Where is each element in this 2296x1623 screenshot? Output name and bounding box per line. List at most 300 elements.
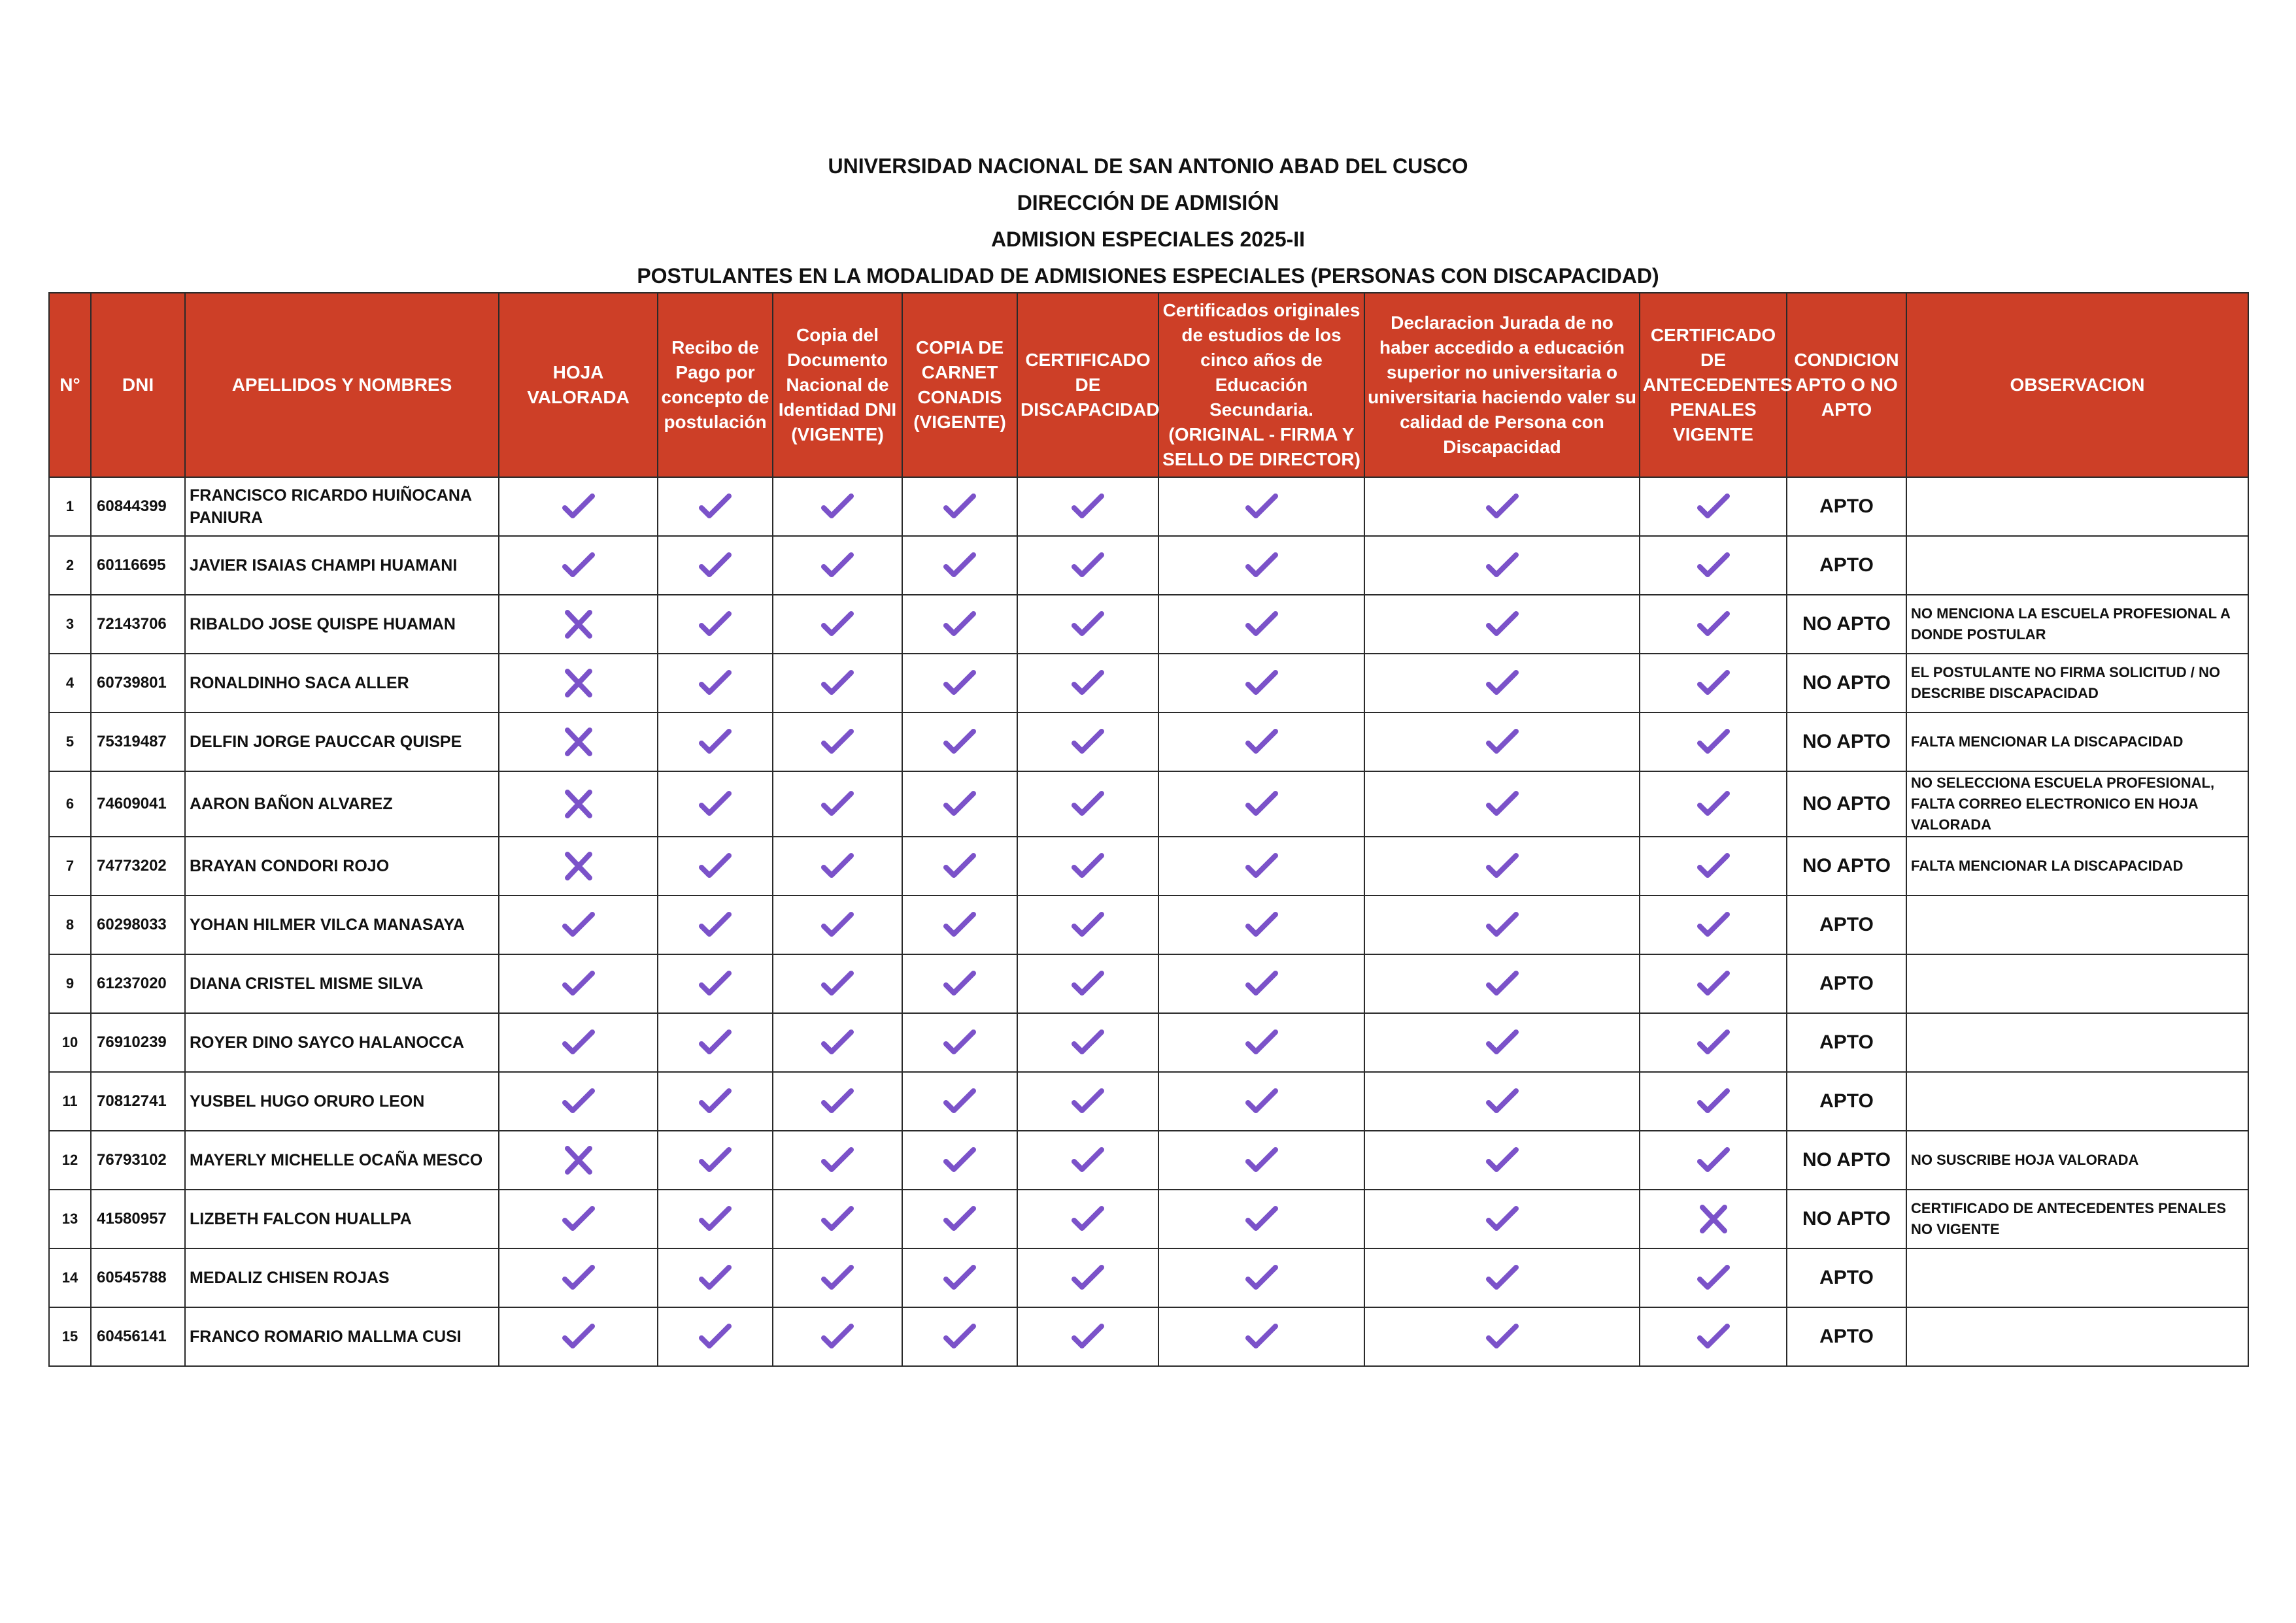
row-requirement-cell: [1640, 712, 1787, 771]
row-condition: APTO: [1787, 477, 1906, 536]
row-requirement-cell: [1017, 654, 1158, 712]
row-requirement-cell: [658, 954, 773, 1013]
row-observation: [1906, 954, 2248, 1013]
row-dni: 60116695: [91, 536, 185, 595]
check-icon: [562, 551, 595, 580]
row-requirement-cell: [902, 954, 1017, 1013]
row-observation: [1906, 1307, 2248, 1366]
row-condition: APTO: [1787, 1307, 1906, 1366]
row-dni: 60739801: [91, 654, 185, 712]
row-name: MAYERLY MICHELLE OCAÑA MESCO: [185, 1131, 499, 1190]
row-number: 12: [49, 1131, 91, 1190]
table-row: [49, 1190, 2248, 1248]
check-icon: [1486, 1322, 1519, 1351]
check-icon: [1245, 610, 1278, 639]
row-dni: 75319487: [91, 712, 185, 771]
row-dni: 72143706: [91, 595, 185, 654]
row-condition: APTO: [1787, 1072, 1906, 1131]
row-condition: APTO: [1787, 1248, 1906, 1307]
check-icon: [699, 551, 732, 580]
check-icon: [1072, 669, 1104, 697]
col-header-carnet-conadis: COPIA DE CARNET CONADIS (VIGENTE): [902, 293, 1017, 477]
row-number: 2: [49, 536, 91, 595]
check-icon: [1245, 1146, 1278, 1175]
row-requirement-cell: [902, 771, 1017, 837]
row-requirement-cell: [1364, 895, 1640, 954]
table-title: POSTULANTES EN LA MODALIDAD DE ADMISIONES ESPECIALES (PERSONAS CON DISCAPACIDAD): [637, 264, 1659, 288]
row-name: RIBALDO JOSE QUISPE HUAMAN: [185, 595, 499, 654]
row-observation: FALTA MENCIONAR LA DISCAPACIDAD: [1906, 712, 2248, 771]
check-icon: [1697, 969, 1730, 998]
cross-icon: [562, 669, 595, 697]
col-header-number: N°: [49, 293, 91, 477]
row-requirement-cell: [1640, 1072, 1787, 1131]
check-icon: [821, 610, 854, 639]
cross-icon: [562, 852, 595, 880]
check-icon: [821, 669, 854, 697]
row-name: ROYER DINO SAYCO HALANOCCA: [185, 1013, 499, 1072]
row-requirement-cell: [1640, 536, 1787, 595]
row-requirement-cell: [1640, 595, 1787, 654]
process-title: ADMISION ESPECIALES 2025-II: [990, 227, 1306, 251]
check-icon: [562, 1087, 595, 1116]
row-name: FRANCISCO RICARDO HUIÑOCANA PANIURA: [185, 477, 499, 536]
col-header-hoja-valorada: HOJA VALORADA: [499, 293, 658, 477]
check-icon: [943, 790, 976, 818]
row-requirement-cell: [658, 1072, 773, 1131]
check-icon: [699, 1205, 732, 1233]
col-header-copia-dni: Copia del Documento Nacional de Identidad DNI (VIGENTE): [773, 293, 902, 477]
row-requirement-cell: [1017, 954, 1158, 1013]
row-requirement-cell: [658, 536, 773, 595]
row-number: 10: [49, 1013, 91, 1072]
row-requirement-cell: [1364, 536, 1640, 595]
cross-icon: [562, 728, 595, 756]
row-requirement-cell: [658, 654, 773, 712]
row-name: AARON BAÑON ALVAREZ: [185, 771, 499, 837]
row-requirement-cell: [658, 595, 773, 654]
row-condition: APTO: [1787, 895, 1906, 954]
check-icon: [1245, 852, 1278, 880]
row-requirement-cell: [902, 536, 1017, 595]
row-requirement-cell: [902, 1307, 1017, 1366]
row-requirement-cell: [499, 954, 658, 1013]
check-icon: [1245, 669, 1278, 697]
row-requirement-cell: [1364, 771, 1640, 837]
document-titles: [0, 148, 2296, 294]
row-name: YUSBEL HUGO ORURO LEON: [185, 1072, 499, 1131]
check-icon: [1697, 728, 1730, 756]
row-requirement-cell: [1017, 536, 1158, 595]
check-icon: [1072, 911, 1104, 939]
col-header-recibo-pago: Recibo de Pago por concepto de postulación: [658, 293, 773, 477]
check-icon: [699, 790, 732, 818]
row-dni: 76793102: [91, 1131, 185, 1190]
row-requirement-cell: [1017, 895, 1158, 954]
university-title: UNIVERSIDAD NACIONAL DE SAN ANTONIO ABAD DEL CUSCO: [828, 154, 1468, 178]
check-icon: [821, 1146, 854, 1175]
row-dni: 60545788: [91, 1248, 185, 1307]
check-icon: [1245, 1322, 1278, 1351]
row-dni: 61237020: [91, 954, 185, 1013]
row-observation: NO MENCIONA LA ESCUELA PROFESIONAL A DONDE POSTULAR: [1906, 595, 2248, 654]
row-observation: [1906, 1248, 2248, 1307]
check-icon: [1486, 1146, 1519, 1175]
row-number: 1: [49, 477, 91, 536]
row-condition: NO APTO: [1787, 595, 1906, 654]
row-requirement-cell: [1364, 1013, 1640, 1072]
check-icon: [1245, 1205, 1278, 1233]
row-requirement-cell: [1017, 771, 1158, 837]
check-icon: [1245, 551, 1278, 580]
row-observation: [1906, 536, 2248, 595]
row-number: 5: [49, 712, 91, 771]
table-row: [49, 1307, 2248, 1366]
check-icon: [699, 1322, 732, 1351]
check-icon: [1072, 852, 1104, 880]
col-header-antecedentes-penales: CERTIFICADO DE ANTECEDENTES PENALES VIGENTE: [1640, 293, 1787, 477]
row-requirement-cell: [499, 654, 658, 712]
check-icon: [1072, 610, 1104, 639]
cross-icon: [562, 610, 595, 639]
check-icon: [1072, 492, 1104, 521]
row-requirement-cell: [773, 1248, 902, 1307]
check-icon: [821, 969, 854, 998]
table-row: [49, 771, 2248, 837]
check-icon: [821, 1028, 854, 1057]
table-row: [49, 1131, 2248, 1190]
row-requirement-cell: [1640, 1013, 1787, 1072]
row-condition: NO APTO: [1787, 1131, 1906, 1190]
row-requirement-cell: [1640, 954, 1787, 1013]
check-icon: [699, 492, 732, 521]
check-icon: [1245, 1087, 1278, 1116]
row-observation: CERTIFICADO DE ANTECEDENTES PENALES NO VIGENTE: [1906, 1190, 2248, 1248]
row-number: 13: [49, 1190, 91, 1248]
check-icon: [1697, 669, 1730, 697]
check-icon: [943, 669, 976, 697]
row-requirement-cell: [1158, 536, 1364, 595]
row-requirement-cell: [773, 1131, 902, 1190]
row-requirement-cell: [1017, 1072, 1158, 1131]
row-requirement-cell: [902, 1190, 1017, 1248]
table-row: [49, 477, 2248, 536]
row-requirement-cell: [1640, 1248, 1787, 1307]
row-requirement-cell: [658, 712, 773, 771]
row-requirement-cell: [499, 1307, 658, 1366]
check-icon: [699, 728, 732, 756]
check-icon: [1697, 1263, 1730, 1292]
table-row: [49, 954, 2248, 1013]
row-requirement-cell: [1017, 1248, 1158, 1307]
row-observation: [1906, 477, 2248, 536]
row-requirement-cell: [773, 1072, 902, 1131]
check-icon: [699, 610, 732, 639]
row-dni: 41580957: [91, 1190, 185, 1248]
row-requirement-cell: [499, 477, 658, 536]
check-icon: [1486, 669, 1519, 697]
check-icon: [943, 1146, 976, 1175]
row-requirement-cell: [1364, 1190, 1640, 1248]
check-icon: [562, 1322, 595, 1351]
table-row: [49, 895, 2248, 954]
table-row: [49, 1072, 2248, 1131]
row-requirement-cell: [1017, 595, 1158, 654]
check-icon: [1486, 969, 1519, 998]
row-requirement-cell: [1158, 1072, 1364, 1131]
row-requirement-cell: [1640, 837, 1787, 895]
row-requirement-cell: [1640, 1307, 1787, 1366]
row-requirement-cell: [1364, 477, 1640, 536]
check-icon: [1486, 1205, 1519, 1233]
row-requirement-cell: [902, 895, 1017, 954]
row-requirement-cell: [499, 1190, 658, 1248]
check-icon: [699, 1146, 732, 1175]
row-requirement-cell: [1017, 712, 1158, 771]
check-icon: [943, 1205, 976, 1233]
row-requirement-cell: [1158, 895, 1364, 954]
check-icon: [1697, 911, 1730, 939]
check-icon: [1486, 551, 1519, 580]
row-name: YOHAN HILMER VILCA MANASAYA: [185, 895, 499, 954]
check-icon: [821, 1087, 854, 1116]
row-requirement-cell: [1017, 1190, 1158, 1248]
check-icon: [562, 911, 595, 939]
row-requirement-cell: [1364, 837, 1640, 895]
row-number: 3: [49, 595, 91, 654]
row-observation: NO SELECCIONA ESCUELA PROFESIONAL, FALTA CORREO ELECTRONICO EN HOJA VALORADA: [1906, 771, 2248, 837]
check-icon: [699, 669, 732, 697]
row-requirement-cell: [1640, 771, 1787, 837]
row-requirement-cell: [773, 954, 902, 1013]
check-icon: [1697, 1028, 1730, 1057]
check-icon: [699, 969, 732, 998]
row-requirement-cell: [902, 1131, 1017, 1190]
table-row: [49, 654, 2248, 712]
check-icon: [1072, 790, 1104, 818]
check-icon: [1245, 492, 1278, 521]
row-requirement-cell: [1017, 837, 1158, 895]
row-requirement-cell: [658, 1190, 773, 1248]
row-number: 14: [49, 1248, 91, 1307]
row-requirement-cell: [1017, 1307, 1158, 1366]
row-requirement-cell: [902, 1072, 1017, 1131]
table-row: [49, 536, 2248, 595]
check-icon: [699, 1087, 732, 1116]
cross-icon: [562, 790, 595, 818]
table-row: [49, 1248, 2248, 1307]
check-icon: [821, 1205, 854, 1233]
row-requirement-cell: [499, 1248, 658, 1307]
row-requirement-cell: [1364, 1307, 1640, 1366]
row-condition: NO APTO: [1787, 712, 1906, 771]
row-requirement-cell: [902, 654, 1017, 712]
row-requirement-cell: [1158, 1190, 1364, 1248]
check-icon: [1697, 610, 1730, 639]
row-condition: NO APTO: [1787, 654, 1906, 712]
row-condition: APTO: [1787, 954, 1906, 1013]
check-icon: [1072, 551, 1104, 580]
check-icon: [1486, 1087, 1519, 1116]
check-icon: [821, 1263, 854, 1292]
check-icon: [1245, 911, 1278, 939]
row-condition: NO APTO: [1787, 1190, 1906, 1248]
row-requirement-cell: [658, 1131, 773, 1190]
row-requirement-cell: [1640, 1131, 1787, 1190]
row-dni: 60844399: [91, 477, 185, 536]
row-requirement-cell: [1364, 954, 1640, 1013]
row-requirement-cell: [499, 771, 658, 837]
row-requirement-cell: [1364, 654, 1640, 712]
col-header-observacion: OBSERVACION: [1906, 293, 2248, 477]
row-requirement-cell: [773, 1307, 902, 1366]
row-requirement-cell: [1017, 1013, 1158, 1072]
check-icon: [1697, 1087, 1730, 1116]
check-icon: [943, 492, 976, 521]
row-requirement-cell: [902, 595, 1017, 654]
row-requirement-cell: [1640, 654, 1787, 712]
check-icon: [562, 1205, 595, 1233]
row-requirement-cell: [499, 895, 658, 954]
row-number: 8: [49, 895, 91, 954]
check-icon: [1697, 852, 1730, 880]
table-row: [49, 595, 2248, 654]
check-icon: [943, 551, 976, 580]
check-icon: [1486, 492, 1519, 521]
check-icon: [1072, 1205, 1104, 1233]
row-requirement-cell: [1158, 1131, 1364, 1190]
check-icon: [562, 969, 595, 998]
check-icon: [821, 852, 854, 880]
row-requirement-cell: [499, 712, 658, 771]
row-requirement-cell: [658, 1013, 773, 1072]
row-requirement-cell: [1158, 771, 1364, 837]
row-number: 7: [49, 837, 91, 895]
row-requirement-cell: [499, 1072, 658, 1131]
check-icon: [1245, 1028, 1278, 1057]
check-icon: [1486, 911, 1519, 939]
row-requirement-cell: [499, 595, 658, 654]
table-row: [49, 712, 2248, 771]
row-requirement-cell: [773, 1190, 902, 1248]
row-number: 9: [49, 954, 91, 1013]
row-number: 4: [49, 654, 91, 712]
check-icon: [1072, 969, 1104, 998]
row-requirement-cell: [1158, 712, 1364, 771]
row-name: BRAYAN CONDORI ROJO: [185, 837, 499, 895]
row-dni: 74609041: [91, 771, 185, 837]
check-icon: [1072, 1322, 1104, 1351]
row-dni: 60456141: [91, 1307, 185, 1366]
row-requirement-cell: [499, 1013, 658, 1072]
row-requirement-cell: [1158, 477, 1364, 536]
check-icon: [1697, 1146, 1730, 1175]
row-dni: 74773202: [91, 837, 185, 895]
row-requirement-cell: [1158, 654, 1364, 712]
row-requirement-cell: [1158, 595, 1364, 654]
row-requirement-cell: [1364, 595, 1640, 654]
col-header-names: APELLIDOS Y NOMBRES: [185, 293, 499, 477]
row-condition: NO APTO: [1787, 771, 1906, 837]
check-icon: [1072, 1028, 1104, 1057]
table-row: [49, 1013, 2248, 1072]
row-condition: APTO: [1787, 536, 1906, 595]
row-requirement-cell: [902, 837, 1017, 895]
row-requirement-cell: [1158, 1248, 1364, 1307]
check-icon: [1697, 551, 1730, 580]
check-icon: [1486, 852, 1519, 880]
check-icon: [1245, 1263, 1278, 1292]
col-header-certificados-estudios: Certificados originales de estudios de los cinco años de Educación Secundaria. (ORIGINAL - FIRMA Y SELLO DE DIRECTOR): [1158, 293, 1364, 477]
check-icon: [1486, 1028, 1519, 1057]
row-requirement-cell: [1158, 837, 1364, 895]
check-icon: [699, 852, 732, 880]
row-observation: FALTA MENCIONAR LA DISCAPACIDAD: [1906, 837, 2248, 895]
row-name: DELFIN JORGE PAUCCAR QUISPE: [185, 712, 499, 771]
row-condition: APTO: [1787, 1013, 1906, 1072]
row-dni: 70812741: [91, 1072, 185, 1131]
row-requirement-cell: [773, 595, 902, 654]
row-requirement-cell: [902, 1248, 1017, 1307]
row-observation: [1906, 895, 2248, 954]
check-icon: [943, 852, 976, 880]
row-requirement-cell: [658, 1248, 773, 1307]
check-icon: [821, 911, 854, 939]
table-header-row: [49, 293, 2248, 477]
check-icon: [821, 1322, 854, 1351]
row-requirement-cell: [1158, 1307, 1364, 1366]
row-requirement-cell: [773, 536, 902, 595]
check-icon: [1486, 1263, 1519, 1292]
row-requirement-cell: [773, 712, 902, 771]
row-condition: NO APTO: [1787, 837, 1906, 895]
row-requirement-cell: [773, 771, 902, 837]
check-icon: [1245, 790, 1278, 818]
row-dni: 76910239: [91, 1013, 185, 1072]
row-requirement-cell: [773, 895, 902, 954]
row-requirement-cell: [658, 771, 773, 837]
row-name: MEDALIZ CHISEN ROJAS: [185, 1248, 499, 1307]
check-icon: [562, 492, 595, 521]
applicants-table: [48, 292, 2249, 1367]
row-requirement-cell: [902, 477, 1017, 536]
row-name: JAVIER ISAIAS CHAMPI HUAMANI: [185, 536, 499, 595]
row-name: FRANCO ROMARIO MALLMA CUSI: [185, 1307, 499, 1366]
col-header-condicion: CONDICION APTO O NO APTO: [1787, 293, 1906, 477]
row-requirement-cell: [773, 654, 902, 712]
cross-icon: [1697, 1205, 1730, 1233]
col-header-certificado-discapacidad: CERTIFICADO DE DISCAPACIDAD: [1017, 293, 1158, 477]
check-icon: [1486, 610, 1519, 639]
office-title: DIRECCIÓN DE ADMISIÓN: [1017, 191, 1279, 214]
check-icon: [821, 551, 854, 580]
row-dni: 60298033: [91, 895, 185, 954]
row-requirement-cell: [1640, 477, 1787, 536]
check-icon: [943, 728, 976, 756]
row-requirement-cell: [499, 536, 658, 595]
row-number: 6: [49, 771, 91, 837]
col-header-dni: DNI: [91, 293, 185, 477]
row-name: LIZBETH FALCON HUALLPA: [185, 1190, 499, 1248]
row-name: DIANA CRISTEL MISME SILVA: [185, 954, 499, 1013]
row-observation: [1906, 1072, 2248, 1131]
check-icon: [1697, 492, 1730, 521]
col-header-declaracion-jurada: Declaracion Jurada de no haber accedido a educación superior no universitaria o universitaria haciendo valer su calidad de Persona con Discapacidad: [1364, 293, 1640, 477]
check-icon: [1072, 1146, 1104, 1175]
row-requirement-cell: [1017, 1131, 1158, 1190]
check-icon: [1697, 790, 1730, 818]
check-icon: [562, 1263, 595, 1292]
